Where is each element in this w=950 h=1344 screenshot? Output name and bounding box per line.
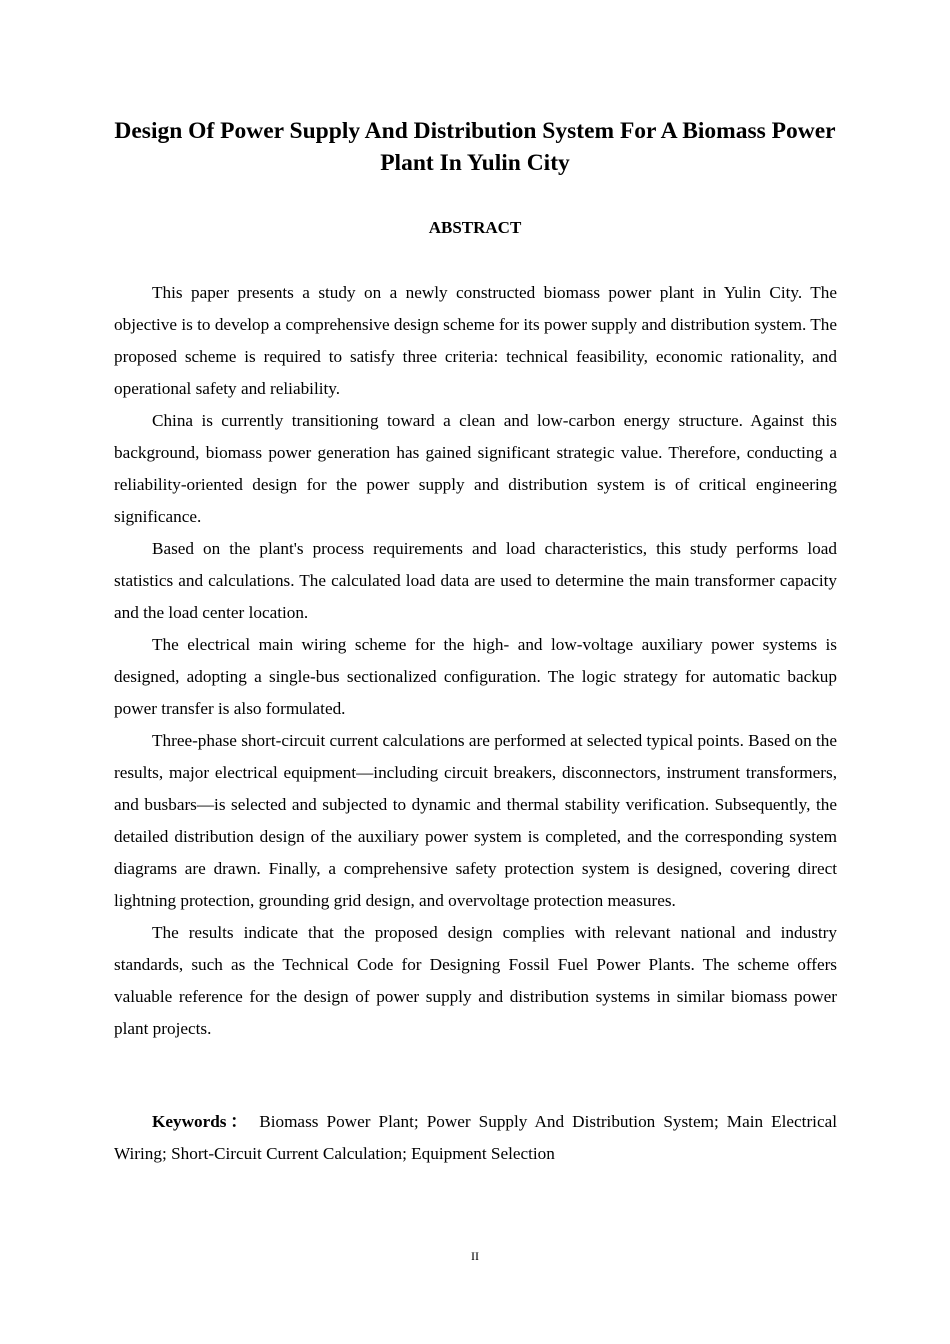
- abstract-paragraph: The electrical main wiring scheme for the high- and low-voltage auxiliary power systems is designed, adopting a single-bus sectionalized configuration. The logic strategy for automatic backup power transfer is also formulated.: [114, 635, 837, 718]
- abstract-heading: ABSTRACT: [428, 218, 522, 237]
- keywords-text: Biomass Power Plant; Power Supply And Distribution System; Main Electrical Wiring; Short-Circuit Current Calculation; Equipment Selection: [114, 1112, 837, 1163]
- page-number: II: [471, 1249, 479, 1263]
- keywords-section: [114, 1106, 837, 1170]
- abstract-paragraph: This paper presents a study on a newly constructed biomass power plant in Yulin City. The objective is to develop a comprehensive design scheme for its power supply and distribution system. The proposed scheme is required to satisfy three criteria: technical feasibility, economic rationality, and operational safety and reliability.: [114, 283, 837, 398]
- keywords-separator: ：: [226, 1112, 252, 1131]
- keywords-label: Keywords: [152, 1112, 227, 1131]
- paper-title: Design Of Power Supply And Distribution System For A Biomass Power Plant In Yulin City: [114, 118, 836, 176]
- abstract-paragraph: Based on the plant's process requirements and load characteristics, this study performs load statistics and calculations. The calculated load data are used to determine the main transformer capacity and the load center location.: [114, 539, 837, 622]
- abstract-paragraph: The results indicate that the proposed design complies with relevant national and industry standards, such as the Technical Code for Designing Fossil Fuel Power Plants. The scheme offers valuable reference for the design of power supply and distribution systems in similar biomass power plant projects.: [114, 923, 837, 1038]
- abstract-paragraph: Three-phase short-circuit current calculations are performed at selected typical points. Based on the results, major electrical equipment—including circuit breakers, disconnectors, instrument transformers, and busbars—is selected and subjected to dynamic and thermal stability verification. Subsequently, the detailed distribution design of the auxiliary power system is completed, and the corresponding system diagrams are drawn. Finally, a comprehensive safety protection system is designed, covering direct lightning protection, grounding grid design, and overvoltage protection measures.: [114, 731, 837, 910]
- abstract-body: [114, 277, 837, 1045]
- abstract-paragraph: China is currently transitioning toward a clean and low-carbon energy structure. Against this background, biomass power generation has gained significant strategic value. Therefore, conducting a reliability-oriented design for the power supply and distribution system is of critical engineering significance.: [114, 411, 837, 526]
